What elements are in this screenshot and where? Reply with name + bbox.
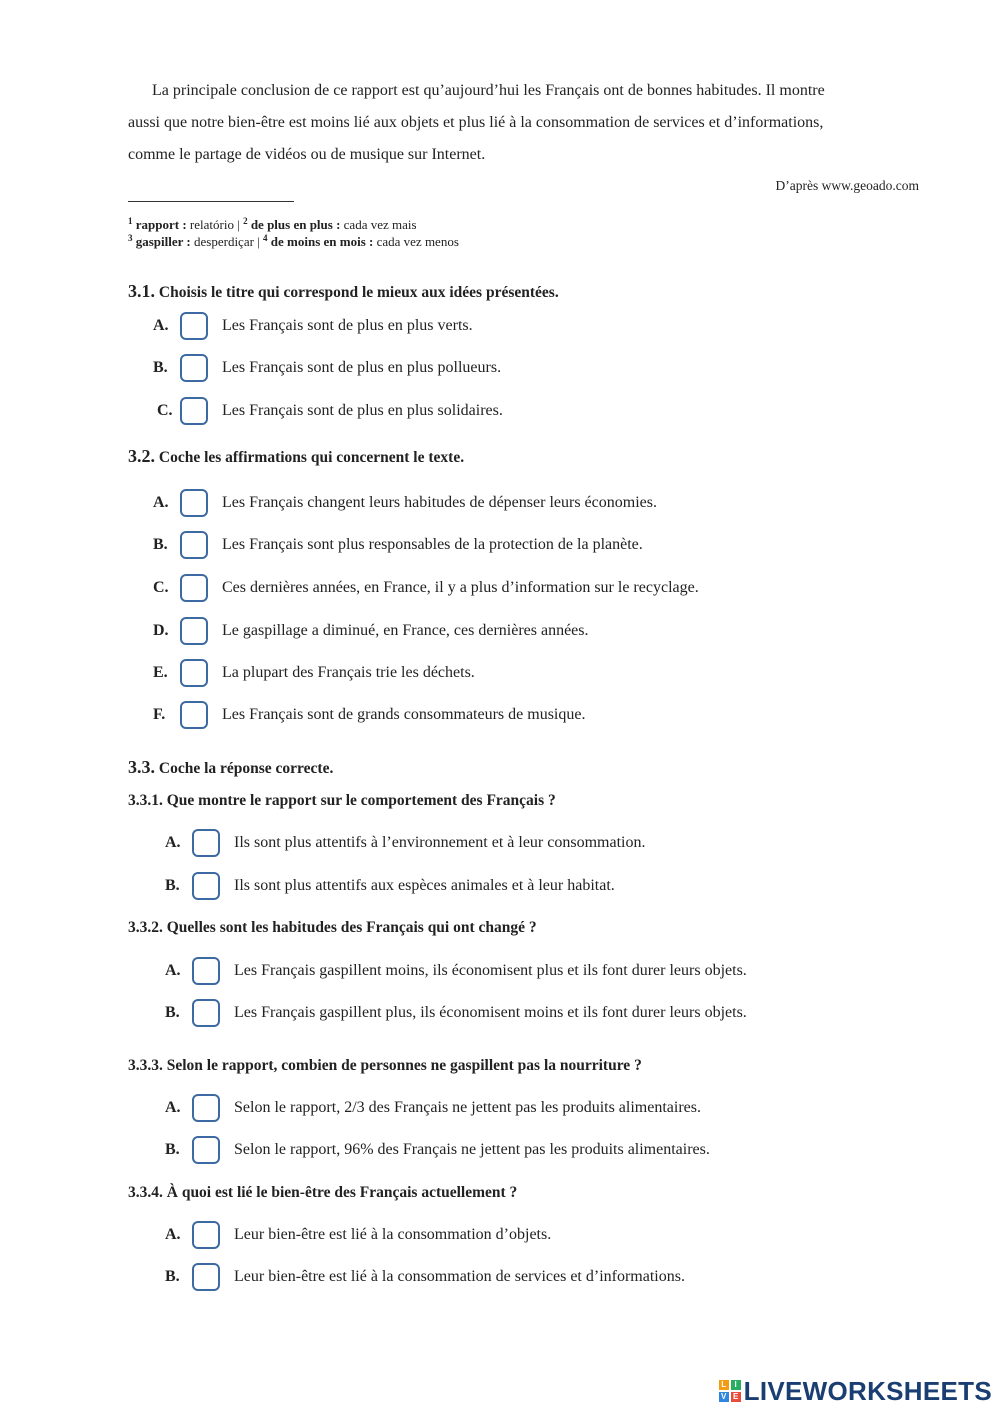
footnote-number: 1 — [128, 216, 133, 226]
logo-text: LIVEWORKSHEETS — [743, 1375, 992, 1406]
intro-line: aussi que notre bien-être est moins lié aux objets et plus lié à la consommation de services et d’informations, — [128, 114, 824, 131]
option-3-3-3-a — [165, 1092, 701, 1124]
option-letter: C. — [157, 402, 173, 419]
footnote-definition: desperdiçar | — [190, 234, 264, 249]
option-letter: A. — [165, 1226, 181, 1243]
question-number: 3.3. — [128, 757, 155, 777]
option-3-2-e — [153, 657, 475, 689]
option-text: Leur bien-être est lié à la consommation de services et d’informations. — [234, 1268, 685, 1285]
logo-mark-letter: E — [731, 1392, 741, 1402]
question-title: Coche la réponse correcte. — [158, 760, 334, 777]
checkbox[interactable] — [192, 999, 220, 1027]
logo-mark-letter: V — [719, 1392, 729, 1402]
source-credit: D’après www.geoado.com — [775, 178, 919, 193]
checkbox[interactable] — [192, 829, 220, 857]
question-3-3-heading — [128, 757, 333, 778]
checkbox[interactable] — [180, 489, 208, 517]
logo-mark-letter: L — [719, 1380, 729, 1390]
option-text: Les Français sont de plus en plus verts. — [222, 317, 473, 334]
option-text: Ces dernières années, en France, il y a plus d’information sur le recyclage. — [222, 579, 699, 596]
intro-paragraph — [128, 75, 920, 171]
checkbox[interactable] — [180, 701, 208, 729]
footnote-definition: cada vez mais — [340, 217, 417, 232]
footnote-line-2 — [128, 233, 459, 250]
option-3-3-3-b — [165, 1134, 710, 1166]
option-letter: A. — [153, 317, 169, 334]
option-text: La plupart des Français trie les déchets. — [222, 664, 475, 681]
logo-mark-icon — [719, 1380, 741, 1402]
option-letter: A. — [165, 1099, 181, 1116]
option-letter: A. — [153, 494, 169, 511]
option-letter: E. — [153, 664, 168, 681]
option-3-2-c — [153, 572, 699, 604]
footnote-number: 4 — [263, 233, 268, 243]
checkbox[interactable] — [192, 957, 220, 985]
footnote-divider — [128, 201, 294, 202]
logo-mark-letter: I — [731, 1380, 741, 1390]
option-letter: B. — [165, 877, 180, 894]
footnote-definition: cada vez menos — [373, 234, 459, 249]
question-3-2-heading — [128, 446, 464, 467]
option-letter: C. — [153, 579, 169, 596]
footnote-term: rapport : — [135, 217, 187, 232]
checkbox[interactable] — [180, 312, 208, 340]
option-3-1-a — [153, 310, 473, 342]
option-text: Selon le rapport, 96% des Français ne jettent pas les produits alimentaires. — [234, 1141, 710, 1158]
footnote-term: de moins en mois : — [270, 234, 374, 249]
option-letter: A. — [165, 834, 181, 851]
checkbox[interactable] — [192, 872, 220, 900]
option-letter: F. — [153, 706, 166, 723]
option-3-2-f — [153, 699, 585, 731]
option-letter: A. — [165, 962, 181, 979]
checkbox[interactable] — [180, 397, 208, 425]
option-3-2-d — [153, 615, 589, 647]
checkbox[interactable] — [180, 617, 208, 645]
option-text: Les Français sont de plus en plus pollueurs. — [222, 359, 502, 376]
option-3-3-4-b — [165, 1261, 685, 1293]
footnote-term: gaspiller : — [135, 234, 191, 249]
option-3-3-1-b — [165, 870, 615, 902]
liveworksheets-logo — [719, 1373, 992, 1409]
footnote-line-1 — [128, 216, 417, 233]
question-3-3-3-title: 3.3.3. Selon le rapport, combien de personnes ne gaspillent pas la nourriture ? — [128, 1057, 642, 1074]
checkbox[interactable] — [180, 659, 208, 687]
option-letter: B. — [165, 1268, 180, 1285]
option-text: Les Français sont de plus en plus solidaires. — [222, 402, 503, 419]
option-text: Les Français gaspillent plus, ils économisent moins et ils font durer leurs objets. — [234, 1004, 747, 1021]
option-3-1-c — [153, 395, 503, 427]
option-text: Leur bien-être est lié à la consommation d’objets. — [234, 1226, 552, 1243]
option-letter: B. — [165, 1004, 180, 1021]
footnote-term: de plus en plus : — [250, 217, 341, 232]
option-text: Le gaspillage a diminué, en France, ces dernières années. — [222, 622, 589, 639]
option-letter: B. — [165, 1141, 180, 1158]
checkbox[interactable] — [180, 531, 208, 559]
checkbox[interactable] — [180, 574, 208, 602]
option-letter: B. — [153, 359, 168, 376]
option-3-2-b — [153, 529, 643, 561]
question-number: 3.1. — [128, 281, 155, 301]
intro-line: La principale conclusion de ce rapport est qu’aujourd’hui les Français ont de bonnes habitudes. Il montre — [152, 82, 825, 99]
question-3-3-4-title: 3.3.4. À quoi est lié le bien-être des Français actuellement ? — [128, 1184, 518, 1201]
checkbox[interactable] — [192, 1263, 220, 1291]
checkbox[interactable] — [192, 1094, 220, 1122]
option-text: Les Français gaspillent moins, ils économisent plus et ils font durer leurs objets. — [234, 962, 747, 979]
question-title: Coche les affirmations qui concernent le texte. — [158, 449, 465, 466]
option-3-3-2-a — [165, 955, 747, 987]
option-3-1-b — [153, 352, 501, 384]
option-text: Selon le rapport, 2/3 des Français ne jettent pas les produits alimentaires. — [234, 1099, 701, 1116]
footnote-number: 3 — [128, 233, 133, 243]
question-number: 3.2. — [128, 446, 155, 466]
option-text: Les Français sont de grands consommateurs de musique. — [222, 706, 586, 723]
question-title: Choisis le titre qui correspond le mieux aux idées présentées. — [158, 284, 559, 301]
option-text: Les Français changent leurs habitudes de dépenser leurs économies. — [222, 494, 657, 511]
checkbox[interactable] — [192, 1221, 220, 1249]
checkbox[interactable] — [192, 1136, 220, 1164]
checkbox[interactable] — [180, 354, 208, 382]
question-3-1-heading — [128, 281, 559, 302]
option-letter: B. — [153, 536, 168, 553]
option-3-3-4-a — [165, 1219, 551, 1251]
question-3-3-2-title: 3.3.2. Quelles sont les habitudes des Français qui ont changé ? — [128, 919, 537, 936]
question-3-3-1-title: 3.3.1. Que montre le rapport sur le comportement des Français ? — [128, 792, 556, 809]
option-3-3-1-a — [165, 827, 645, 859]
footnote-definition: relatório | — [186, 217, 244, 232]
option-text: Ils sont plus attentifs aux espèces animales et à leur habitat. — [234, 877, 615, 894]
option-3-2-a — [153, 487, 657, 519]
footnote-number: 2 — [243, 216, 248, 226]
option-3-3-2-b — [165, 997, 747, 1029]
option-text: Les Français sont plus responsables de la protection de la planète. — [222, 536, 643, 553]
option-text: Ils sont plus attentifs à l’environnement et à leur consommation. — [234, 834, 646, 851]
option-letter: D. — [153, 622, 169, 639]
intro-line: comme le partage de vidéos ou de musique sur Internet. — [128, 146, 486, 163]
